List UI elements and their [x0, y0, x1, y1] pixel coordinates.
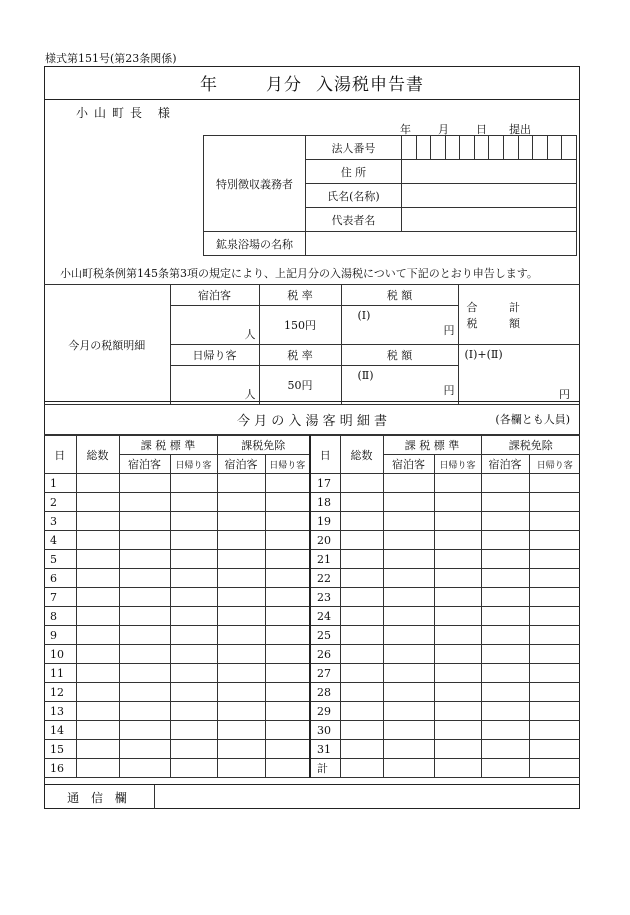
- total-yen-unit: 円: [559, 388, 570, 401]
- day-count-field[interactable]: [481, 683, 529, 702]
- day-count-field[interactable]: [265, 569, 310, 588]
- col-overnight-header: 宿泊客: [481, 455, 529, 474]
- name-label: 氏名(名称): [305, 184, 401, 208]
- day-count-field[interactable]: [340, 550, 383, 569]
- day-count-field[interactable]: [383, 626, 434, 645]
- day-count-field[interactable]: [217, 531, 265, 550]
- day-number: 23: [310, 588, 340, 607]
- day-count-field[interactable]: [481, 474, 529, 493]
- col-taxable-header: 課 税 標 準: [119, 436, 217, 455]
- day-count-field[interactable]: [340, 645, 383, 664]
- day-count-field[interactable]: [340, 569, 383, 588]
- day-count-field[interactable]: [340, 683, 383, 702]
- col-overnight-header: 宿泊客: [217, 455, 265, 474]
- yen-unit: 円: [443, 324, 455, 337]
- col-daytrip-header: 日帰り客: [529, 455, 580, 474]
- day-count-field[interactable]: [76, 531, 119, 550]
- guest-detail-header: [44, 401, 580, 435]
- day-count-field[interactable]: [119, 569, 170, 588]
- day-count-field[interactable]: [383, 645, 434, 664]
- representative-field[interactable]: [401, 208, 576, 232]
- col-daytrip-header: 日帰り客: [434, 455, 481, 474]
- table-row: [44, 759, 580, 778]
- title-month: 月分: [266, 75, 302, 95]
- day-count-field[interactable]: [481, 626, 529, 645]
- day-count-field[interactable]: [434, 626, 481, 645]
- day-count-field[interactable]: [434, 702, 481, 721]
- day-count-field[interactable]: [434, 550, 481, 569]
- day-number: 3: [44, 512, 76, 531]
- communication-label: 通 信 欄: [44, 785, 155, 809]
- table-row: [44, 550, 580, 569]
- day-count-field[interactable]: [170, 759, 217, 778]
- day-count-field[interactable]: [340, 588, 383, 607]
- day-count-field[interactable]: [119, 683, 170, 702]
- daytrip-rate-label: 税 率: [259, 345, 341, 366]
- table-row: [44, 721, 580, 740]
- day-count-field[interactable]: [217, 550, 265, 569]
- day-count-field[interactable]: [170, 512, 217, 531]
- day-count-field[interactable]: [340, 721, 383, 740]
- day-count-field[interactable]: [434, 493, 481, 512]
- day-count-field[interactable]: [265, 550, 310, 569]
- day-count-field[interactable]: [170, 645, 217, 664]
- day-count-field[interactable]: [217, 569, 265, 588]
- day-count-field[interactable]: [170, 664, 217, 683]
- day-count-field[interactable]: [265, 702, 310, 721]
- corp-number-digit[interactable]: [518, 136, 533, 160]
- day-number: 20: [310, 531, 340, 550]
- daytrip-count-field[interactable]: 人: [170, 366, 259, 405]
- tax-detail-section-label: 今月の税額明細: [44, 285, 170, 405]
- col-total-header: 総数: [340, 436, 383, 474]
- form-number: 様式第151号(第23条関係): [45, 52, 177, 65]
- overnight-amount-label: 税 額: [341, 285, 458, 306]
- day-number: 22: [310, 569, 340, 588]
- day-count-field[interactable]: [340, 607, 383, 626]
- address-field[interactable]: [401, 160, 576, 184]
- day-count-field[interactable]: [265, 740, 310, 759]
- day-count-field[interactable]: [170, 740, 217, 759]
- day-number: 16: [44, 759, 76, 778]
- day-count-field[interactable]: [76, 683, 119, 702]
- day-count-field[interactable]: [481, 493, 529, 512]
- daytrip-amount-label: 税 額: [341, 345, 458, 366]
- day-count-field[interactable]: [170, 474, 217, 493]
- communication-field[interactable]: [155, 785, 580, 809]
- day-count-field[interactable]: [265, 531, 310, 550]
- day-count-field[interactable]: [217, 512, 265, 531]
- day-count-field[interactable]: [434, 645, 481, 664]
- submit-day: 日: [476, 123, 487, 136]
- day-count-field[interactable]: [170, 683, 217, 702]
- day-count-field[interactable]: [265, 721, 310, 740]
- day-count-field[interactable]: [76, 645, 119, 664]
- name-field[interactable]: [401, 184, 576, 208]
- day-count-field[interactable]: [383, 721, 434, 740]
- day-count-field[interactable]: [76, 626, 119, 645]
- submit-label: 提出: [509, 123, 531, 136]
- day-count-field[interactable]: [265, 626, 310, 645]
- table-row: [44, 740, 580, 759]
- day-count-field[interactable]: [434, 474, 481, 493]
- day-count-field[interactable]: [170, 626, 217, 645]
- day-count-field[interactable]: [383, 569, 434, 588]
- day-count-field[interactable]: [170, 607, 217, 626]
- day-count-field[interactable]: [119, 626, 170, 645]
- day-count-field[interactable]: [340, 493, 383, 512]
- tax-detail-table: [44, 284, 580, 405]
- day-number: 6: [44, 569, 76, 588]
- day-count-field[interactable]: [170, 721, 217, 740]
- day-count-field[interactable]: [383, 607, 434, 626]
- day-count-field[interactable]: [76, 493, 119, 512]
- communication-row: [44, 784, 580, 809]
- day-count-field[interactable]: [170, 569, 217, 588]
- day-count-field[interactable]: [383, 474, 434, 493]
- day-count-field[interactable]: [76, 512, 119, 531]
- day-count-field[interactable]: [119, 702, 170, 721]
- day-number: 計: [310, 759, 340, 778]
- day-count-field[interactable]: [217, 721, 265, 740]
- day-count-field[interactable]: [481, 645, 529, 664]
- day-count-field[interactable]: [76, 588, 119, 607]
- day-count-field[interactable]: [76, 607, 119, 626]
- day-count-field[interactable]: [76, 569, 119, 588]
- daytrip-label: 日帰り客: [170, 345, 259, 366]
- day-count-field[interactable]: [217, 607, 265, 626]
- day-count-field[interactable]: [529, 474, 580, 493]
- day-count-field[interactable]: [340, 759, 383, 778]
- day-count-field[interactable]: [340, 702, 383, 721]
- day-number: 11: [44, 664, 76, 683]
- day-count-field[interactable]: [340, 740, 383, 759]
- title-year: 年: [200, 75, 218, 95]
- day-number: 18: [310, 493, 340, 512]
- day-count-field[interactable]: [529, 645, 580, 664]
- day-count-field[interactable]: [119, 550, 170, 569]
- col-daytrip-header: 日帰り客: [170, 455, 217, 474]
- day-count-field[interactable]: [529, 531, 580, 550]
- day-count-field[interactable]: [481, 512, 529, 531]
- day-count-field[interactable]: [529, 550, 580, 569]
- day-count-field[interactable]: [481, 588, 529, 607]
- day-count-field[interactable]: [383, 588, 434, 607]
- day-count-field[interactable]: [481, 721, 529, 740]
- corp-number-digit[interactable]: [416, 136, 431, 160]
- day-count-field[interactable]: [383, 493, 434, 512]
- day-count-field[interactable]: [265, 512, 310, 531]
- submit-month: 月: [438, 123, 449, 136]
- day-count-field[interactable]: [217, 626, 265, 645]
- table-row: [44, 569, 580, 588]
- guest-detail-table: [44, 435, 580, 778]
- overnight-amount-field[interactable]: [341, 306, 458, 345]
- day-number: 21: [310, 550, 340, 569]
- day-count-field[interactable]: [529, 683, 580, 702]
- corp-number-digit[interactable]: [533, 136, 548, 160]
- day-count-field[interactable]: [119, 474, 170, 493]
- day-count-field[interactable]: [340, 664, 383, 683]
- day-count-field[interactable]: [217, 588, 265, 607]
- day-count-field[interactable]: [119, 531, 170, 550]
- form-title: [44, 66, 580, 100]
- day-number: 17: [310, 474, 340, 493]
- day-count-field[interactable]: [170, 702, 217, 721]
- day-count-field[interactable]: [383, 740, 434, 759]
- col-overnight-header: 宿泊客: [383, 455, 434, 474]
- day-count-field[interactable]: [217, 493, 265, 512]
- col-taxable-header: 課 税 標 準: [383, 436, 481, 455]
- day-number: 5: [44, 550, 76, 569]
- day-count-field[interactable]: [265, 474, 310, 493]
- day-count-field[interactable]: [434, 759, 481, 778]
- day-count-field[interactable]: [529, 702, 580, 721]
- day-number: 13: [44, 702, 76, 721]
- daytrip-amount-field[interactable]: [341, 366, 458, 405]
- day-count-field[interactable]: [529, 721, 580, 740]
- day-count-field[interactable]: [340, 474, 383, 493]
- day-count-field[interactable]: [76, 664, 119, 683]
- corp-number-digit[interactable]: [547, 136, 562, 160]
- col-day-header: 日: [44, 436, 76, 474]
- day-count-field[interactable]: [119, 645, 170, 664]
- mark-2: (Ⅱ): [357, 369, 374, 382]
- day-count-field[interactable]: [434, 721, 481, 740]
- facility-field[interactable]: [305, 232, 576, 256]
- col-exempt-header: 課税免除: [481, 436, 580, 455]
- daytrip-rate-value: 50円: [259, 366, 341, 405]
- day-count-field[interactable]: [265, 683, 310, 702]
- representative-label: 代表者名: [305, 208, 401, 232]
- day-count-field[interactable]: [529, 607, 580, 626]
- addressee: 小山町長 様: [76, 106, 176, 120]
- day-count-field[interactable]: [481, 740, 529, 759]
- day-count-field[interactable]: [170, 531, 217, 550]
- day-count-field[interactable]: [529, 759, 580, 778]
- declaration-text: 小山町税条例第145条第3項の規定により、上記月分の入湯税について下記のとおり申告します。: [60, 267, 538, 280]
- day-number: 9: [44, 626, 76, 645]
- day-count-field[interactable]: [217, 683, 265, 702]
- day-count-field[interactable]: [265, 607, 310, 626]
- table-row: [44, 607, 580, 626]
- yen-unit: 円: [443, 384, 455, 397]
- overnight-rate-label: 税 率: [259, 285, 341, 306]
- day-count-field[interactable]: [383, 550, 434, 569]
- day-count-field[interactable]: [481, 759, 529, 778]
- day-number: 24: [310, 607, 340, 626]
- total-tax-field[interactable]: [458, 345, 580, 405]
- day-count-field[interactable]: [119, 588, 170, 607]
- day-count-field[interactable]: [529, 512, 580, 531]
- day-count-field[interactable]: [529, 664, 580, 683]
- day-count-field[interactable]: [217, 474, 265, 493]
- taxpayer-info-table: [203, 135, 577, 256]
- day-count-field[interactable]: [76, 740, 119, 759]
- overnight-rate-value: 150円: [259, 306, 341, 345]
- day-count-field[interactable]: [434, 664, 481, 683]
- day-count-field[interactable]: [529, 569, 580, 588]
- corp-number-digit[interactable]: [431, 136, 446, 160]
- col-total-header: 総数: [76, 436, 119, 474]
- day-count-field[interactable]: [76, 721, 119, 740]
- col-daytrip-header: 日帰り客: [265, 455, 310, 474]
- corp-number-digit[interactable]: [503, 136, 518, 160]
- day-count-field[interactable]: [529, 588, 580, 607]
- table-row: [44, 474, 580, 493]
- day-count-field[interactable]: [434, 588, 481, 607]
- day-count-field[interactable]: [217, 645, 265, 664]
- day-count-field[interactable]: [529, 626, 580, 645]
- day-count-field[interactable]: [119, 664, 170, 683]
- day-count-field[interactable]: [434, 512, 481, 531]
- day-number: 10: [44, 645, 76, 664]
- table-row: [44, 493, 580, 512]
- day-count-field[interactable]: [481, 531, 529, 550]
- day-count-field[interactable]: [383, 683, 434, 702]
- day-number: 4: [44, 531, 76, 550]
- table-row: [44, 531, 580, 550]
- corp-number-digit[interactable]: [460, 136, 475, 160]
- day-count-field[interactable]: [481, 569, 529, 588]
- day-number: 27: [310, 664, 340, 683]
- day-count-field[interactable]: [170, 493, 217, 512]
- day-count-field[interactable]: [383, 531, 434, 550]
- day-count-field[interactable]: [119, 512, 170, 531]
- day-count-field[interactable]: [76, 550, 119, 569]
- day-count-field[interactable]: [217, 664, 265, 683]
- table-row: [44, 626, 580, 645]
- total-tax-label: 合 計 税 額: [458, 285, 580, 345]
- corp-number-digit[interactable]: [445, 136, 460, 160]
- day-count-field[interactable]: [529, 493, 580, 512]
- day-number: 1: [44, 474, 76, 493]
- day-count-field[interactable]: [383, 512, 434, 531]
- day-number: 26: [310, 645, 340, 664]
- table-row: [44, 588, 580, 607]
- day-count-field[interactable]: [481, 702, 529, 721]
- day-count-field[interactable]: [119, 721, 170, 740]
- day-count-field[interactable]: [383, 702, 434, 721]
- col-day-header: 日: [310, 436, 340, 474]
- day-number: 29: [310, 702, 340, 721]
- day-count-field[interactable]: [434, 683, 481, 702]
- day-count-field[interactable]: [529, 740, 580, 759]
- table-row: [44, 702, 580, 721]
- col-overnight-header: 宿泊客: [119, 455, 170, 474]
- day-number: 7: [44, 588, 76, 607]
- day-count-field[interactable]: [119, 740, 170, 759]
- day-count-field[interactable]: [265, 664, 310, 683]
- table-row: [44, 683, 580, 702]
- day-number: 15: [44, 740, 76, 759]
- day-number: 28: [310, 683, 340, 702]
- day-number: 12: [44, 683, 76, 702]
- table-row: [44, 512, 580, 531]
- day-count-field[interactable]: [217, 740, 265, 759]
- corp-number-label: 法人番号: [305, 136, 401, 160]
- day-count-field[interactable]: [481, 550, 529, 569]
- day-number: 25: [310, 626, 340, 645]
- day-count-field[interactable]: [119, 607, 170, 626]
- day-count-field[interactable]: [265, 759, 310, 778]
- corp-number-digit[interactable]: [562, 136, 577, 160]
- day-count-field[interactable]: [217, 759, 265, 778]
- day-number: 8: [44, 607, 76, 626]
- day-count-field[interactable]: [340, 626, 383, 645]
- day-count-field[interactable]: [434, 740, 481, 759]
- guest-detail-title: 今 月 の 入 湯 客 明 細 書: [236, 414, 388, 429]
- mark-1: (Ⅰ): [357, 309, 371, 322]
- day-count-field[interactable]: [170, 550, 217, 569]
- corp-number-digit[interactable]: [474, 136, 489, 160]
- submit-year: 年: [400, 123, 411, 136]
- address-label: 住 所: [305, 160, 401, 184]
- day-count-field[interactable]: [76, 474, 119, 493]
- day-number: 31: [310, 740, 340, 759]
- day-count-field[interactable]: [265, 588, 310, 607]
- facility-label: 鉱泉浴場の名称: [204, 232, 306, 256]
- corp-number-digit[interactable]: [401, 136, 416, 160]
- day-count-field[interactable]: [383, 664, 434, 683]
- day-count-field[interactable]: [170, 588, 217, 607]
- day-count-field[interactable]: [383, 759, 434, 778]
- guest-detail-note: (各欄とも人員): [495, 413, 570, 426]
- day-count-field[interactable]: [434, 607, 481, 626]
- table-row: [44, 645, 580, 664]
- day-count-field[interactable]: [76, 702, 119, 721]
- col-exempt-header: 課税免除: [217, 436, 310, 455]
- corp-number-digit[interactable]: [489, 136, 504, 160]
- day-count-field[interactable]: [265, 493, 310, 512]
- day-count-field[interactable]: [340, 531, 383, 550]
- day-count-field[interactable]: [434, 531, 481, 550]
- day-count-field[interactable]: [481, 607, 529, 626]
- taxpayer-role-label: 特別徴収義務者: [204, 136, 306, 232]
- day-count-field[interactable]: [481, 664, 529, 683]
- day-count-field[interactable]: [76, 759, 119, 778]
- day-count-field[interactable]: [119, 759, 170, 778]
- day-count-field[interactable]: [119, 493, 170, 512]
- day-count-field[interactable]: [340, 512, 383, 531]
- day-number: 14: [44, 721, 76, 740]
- day-number: 30: [310, 721, 340, 740]
- day-number: 19: [310, 512, 340, 531]
- day-number: 2: [44, 493, 76, 512]
- overnight-label: 宿泊客: [170, 285, 259, 306]
- total-formula: (Ⅰ)+(Ⅱ): [464, 348, 503, 361]
- overnight-count-field[interactable]: 人: [170, 306, 259, 345]
- day-count-field[interactable]: [434, 569, 481, 588]
- day-count-field[interactable]: [217, 702, 265, 721]
- table-row: [44, 664, 580, 683]
- day-count-field[interactable]: [265, 645, 310, 664]
- title-name: 入湯税申告書: [316, 75, 424, 95]
